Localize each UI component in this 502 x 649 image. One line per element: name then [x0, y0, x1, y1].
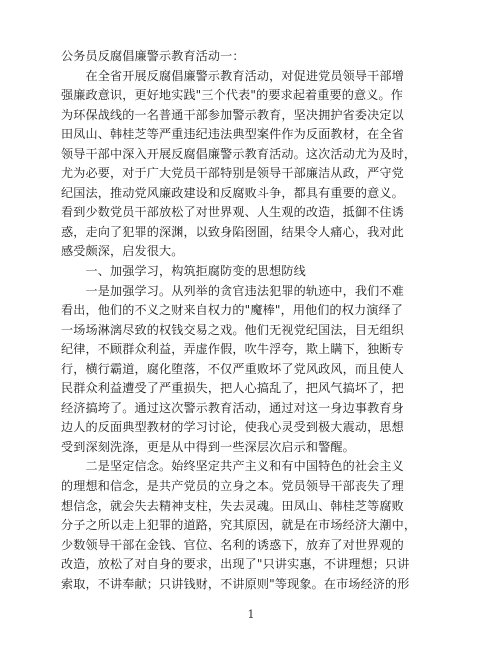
text-line: 少数领导干部在金钱、官位、名利的诱惑下，放弃了对世界观的 [61, 537, 404, 552]
text-line: 领导干部中深入开展反腐倡廉警示教育活动。这次活动尤为及时， [61, 146, 417, 161]
text-line: 纪国法，推动党风廉政建设和反腐败斗争，都具有重要的意义。 [61, 185, 404, 200]
text-line: 一、加强学习，构筑拒腐防变的思想防线 [61, 264, 306, 279]
document-body [61, 47, 453, 594]
text-line: 二是坚定信念。始终坚定共产主义和有中国特色的社会主义 [61, 459, 404, 474]
text-line: 为环保战线的一名普通干部参加警示教育，坚决拥护省委决定以 [61, 107, 404, 122]
text-line: 民群众利益遭受了严重损失，把人心搞乱了，把风气搞坏了，把 [61, 381, 404, 396]
text-line: 看出，他们的不义之财来自权力的"魔棒"，用他们的权力演绎了 [61, 303, 404, 318]
text-line: 改造，放松了对自身的要求，出现了"只讲实惠，不讲理想；只讲 [61, 557, 410, 572]
text-line: 田凤山、韩桂芝等严重违纪违法典型案件作为反面教材，在全省 [61, 127, 404, 142]
text-line: 一是加强学习。从列举的贪官违法犯罪的轨迹中，我们不难 [61, 283, 404, 298]
text-line: 想信念，就会失去精神支柱，失去灵魂。田凤山、韩桂芝等腐败 [61, 498, 404, 513]
text-line: 看到少数党员干部放松了对世界观、人生观的改造，抵御不住诱 [61, 205, 404, 220]
document-title: 公务员反腐倡廉警示教育活动一： [61, 49, 245, 63]
text-line: 在全省开展反腐倡廉警示教育活动，对促进党员领导干部增 [61, 68, 404, 83]
text-line: 边人的反面典型教材的学习讨论，使我心灵受到极大震动，思想 [61, 420, 404, 435]
text-line: 行，横行霸道，腐化堕落，不仅严重败坏了党风政风，而且使人 [61, 361, 404, 376]
text-line: 分子之所以走上犯罪的道路，究其原因，就是在市场经济大潮中， [61, 518, 417, 533]
text-line: 强廉政意识，更好地实践"三个代表"的要求起着重要的意义。作 [61, 88, 404, 103]
text-line: 感受颇深，启发很大。 [61, 244, 184, 259]
text-line: 受到深刻洗涤，更是从中得到一些深层次启示和警醒。 [61, 439, 355, 454]
text-line: 一场场淋漓尽致的权钱交易之戏。他们无视党纪国法，目无组织 [61, 322, 404, 337]
page-number: 1 [247, 608, 255, 621]
text-line: 索取，不讲奉献；只讲钱财，不讲原则"等现象。在市场经济的形 [61, 576, 410, 591]
text-line: 纪律，不顾群众利益，弄虚作假，吹牛浮夸，欺上瞒下，独断专 [61, 342, 404, 357]
text-line: 尤为必要，对于广大党员干部特别是领导干部廉洁从政，严守党 [61, 166, 404, 181]
text-line: 的理想和信念，是共产党员的立身之本。党员领导干部丧失了理 [61, 479, 404, 494]
text-line: 经济搞垮了。通过这次警示教育活动，通过对这一身边事教育身 [61, 400, 404, 415]
text-line: 惑，走向了犯罪的深渊，以致身陷囹圄，结果令人痛心，我对此 [61, 224, 404, 239]
